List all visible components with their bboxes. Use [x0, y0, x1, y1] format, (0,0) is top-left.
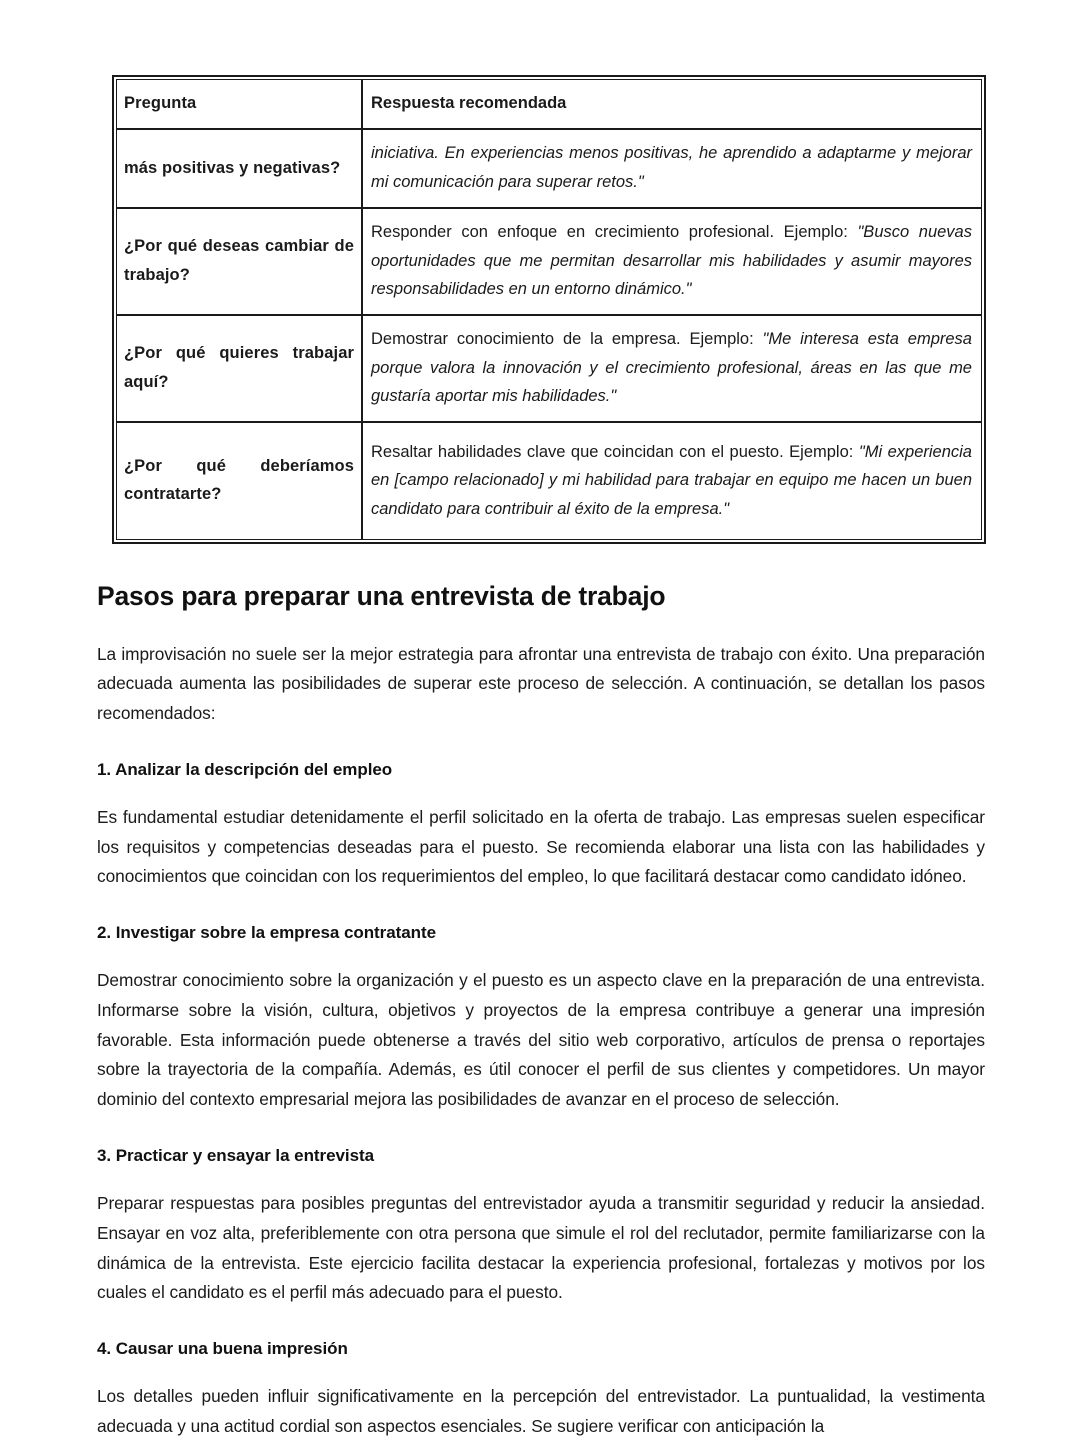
table-header-pregunta: Pregunta	[116, 79, 362, 129]
qa-table-container	[112, 75, 986, 544]
table-cell-answer	[362, 422, 982, 540]
answer-italic-text: iniciativa. En experiencias menos positivas, he aprendido a adaptarme y mejorar mi comunicación para superar retos."	[371, 144, 972, 191]
answer-italic-text: "Mi experiencia en [campo relacionado] y mi habilidad para trabajar en equipo me hacen un buen candidato para contribuir al éxito de la empresa."	[371, 442, 972, 518]
table-row	[116, 422, 982, 540]
table-cell-question: ¿Por qué deseas cambiar de trabajo?	[116, 208, 362, 315]
table-cell-question: ¿Por qué deberíamos contratarte?	[116, 422, 362, 540]
step-title-4: 4. Causar una buena impresión	[97, 1339, 348, 1359]
answer-italic-text: "Busco nuevas oportunidades que me permitan desarrollar mis habilidades y asumir mayores responsabilidades en un entorno dinámico."	[371, 223, 972, 298]
table-cell-answer	[362, 129, 982, 208]
table-row	[116, 208, 982, 315]
table-cell-question: ¿Por qué quieres trabajar aquí?	[116, 315, 362, 422]
table-body	[116, 79, 982, 540]
table-cell-answer	[362, 208, 982, 315]
article-content	[0, 580, 1080, 1441]
table-row	[116, 315, 982, 422]
step-title-2: 2. Investigar sobre la empresa contratante	[97, 923, 436, 943]
step-body-1: Es fundamental estudiar detenidamente el perfil solicitado en la oferta de trabajo. Las empresas suelen especificar los requisitos y competencias deseadas para el puesto. Se recomienda elaborar una lista con las habilidades y conocimientos que coincidan con los requerimientos del empleo, lo que facilitará destacar como candidato idóneo.	[97, 806, 985, 887]
table-header-row	[116, 79, 982, 129]
answer-italic-text: "Me interesa esta empresa porque valora la innovación y el crecimiento profesional, áreas en las que me gustaría aportar mis habilidades."	[371, 330, 972, 405]
step-title-3: 3. Practicar y ensayar la entrevista	[97, 1145, 374, 1165]
step-title-1: 1. Analizar la descripción del empleo	[97, 759, 393, 779]
table-cell-question: más positivas y negativas?	[116, 129, 362, 208]
step-body-4: Los detalles pueden influir significativamente en la percepción del entrevistador. La puntualidad, la vestimenta adecuada y una actitud cordial son aspectos esenciales. Se sugiere verificar con anticipación la	[97, 1386, 985, 1436]
step-body-3: Preparar respuestas para posibles preguntas del entrevistador ayuda a transmitir seguridad y reducir la ansiedad. Ensayar en voz alta, preferiblemente con otra persona que simule el rol del reclutador, permite familiarizarse con la dinámica de la entrevista. Este ejercicio facilita destacar la experiencia profesional, fortalezas y motivos por los cuales el candidato es el perfil más adecuado para el puesto.	[97, 1193, 985, 1303]
table-cell-answer	[362, 315, 982, 422]
table-row	[116, 129, 982, 208]
answer-plain-text: Responder con enfoque en crecimiento profesional. Ejemplo:	[371, 223, 858, 242]
step-body-2: Demostrar conocimiento sobre la organización y el puesto es un aspecto clave en la preparación de una entrevista. Informarse sobre la visión, cultura, objetivos y proyectos de la empresa contribuye a generar una impresión favorable. Esta información puede obtenerse a través del sitio web corporativo, artículos de prensa o reportajes sobre la trayectoria de la compañía. Además, es útil conocer el perfil de sus clientes y competidores. Un mayor dominio del contexto empresarial mejora las posibilidades de avanzar en el proceso de selección.	[97, 970, 985, 1110]
interview-questions-table	[116, 79, 982, 540]
answer-plain-text: Demostrar conocimiento de la empresa. Ejemplo:	[371, 330, 763, 349]
page-title: Pasos para preparar una entrevista de trabajo	[97, 581, 666, 612]
table-header-respuesta: Respuesta recomendada	[362, 79, 982, 129]
intro-paragraph: La improvisación no suele ser la mejor estrategia para afrontar una entrevista de trabajo con éxito. Una preparación adecuada aumenta las posibilidades de superar este proceso de selección. A continuación, se detallan los pasos recomendados:	[97, 643, 985, 723]
answer-plain-text: Resaltar habilidades clave que coincidan con el puesto. Ejemplo:	[371, 442, 859, 461]
